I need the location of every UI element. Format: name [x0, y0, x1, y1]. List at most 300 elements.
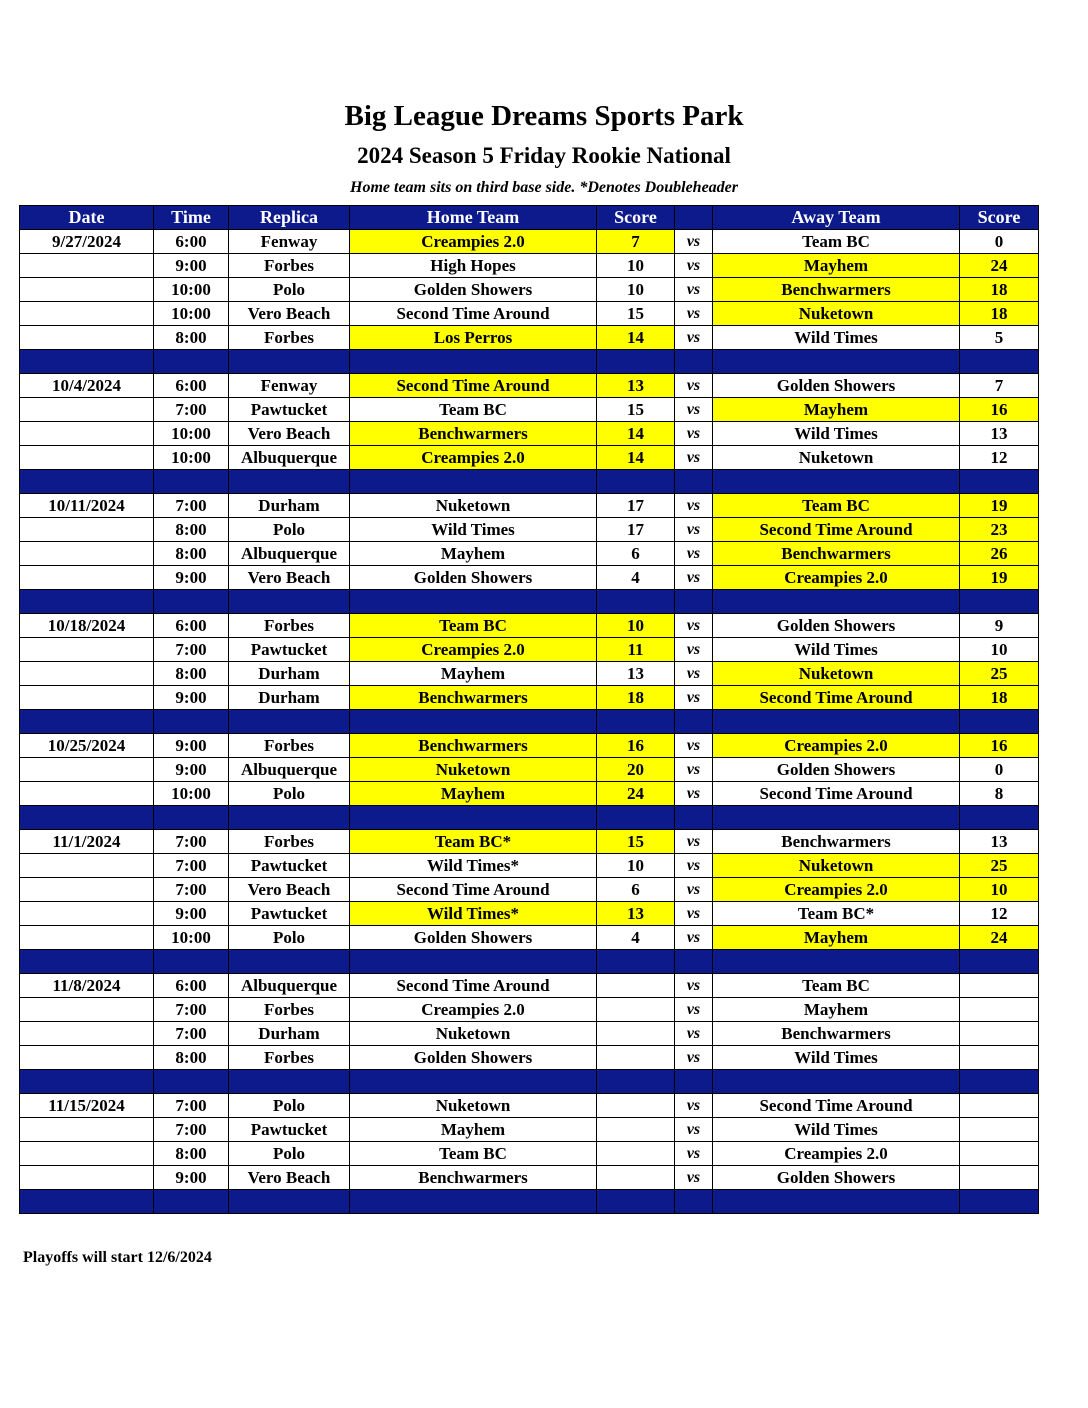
separator-cell [597, 950, 675, 974]
date-cell [20, 446, 154, 470]
home-score-cell: 15 [597, 302, 675, 326]
home-score-cell [597, 974, 675, 998]
away-score-cell: 25 [960, 854, 1039, 878]
separator-cell [675, 1070, 713, 1094]
col-away-score: Score [960, 206, 1039, 230]
table-row [20, 518, 1039, 542]
vs-cell: vs [675, 998, 713, 1022]
home-score-cell: 14 [597, 422, 675, 446]
date-cell [20, 854, 154, 878]
home-team-cell: Team BC [350, 1142, 597, 1166]
separator-cell [675, 590, 713, 614]
col-time: Time [154, 206, 229, 230]
home-team-cell: Benchwarmers [350, 686, 597, 710]
time-cell: 6:00 [154, 614, 229, 638]
table-row [20, 974, 1039, 998]
separator-cell [713, 806, 960, 830]
week-separator-row [20, 710, 1039, 734]
separator-cell [713, 470, 960, 494]
replica-cell: Vero Beach [229, 1166, 350, 1190]
col-date: Date [20, 206, 154, 230]
home-team-cell: Second Time Around [350, 374, 597, 398]
replica-cell: Polo [229, 926, 350, 950]
home-team-cell: Mayhem [350, 662, 597, 686]
home-team-cell: Benchwarmers [350, 422, 597, 446]
home-score-cell: 10 [597, 254, 675, 278]
separator-cell [20, 470, 154, 494]
time-cell: 10:00 [154, 926, 229, 950]
time-cell: 10:00 [154, 782, 229, 806]
separator-cell [597, 350, 675, 374]
vs-cell: vs [675, 638, 713, 662]
replica-cell: Forbes [229, 830, 350, 854]
home-score-cell: 14 [597, 326, 675, 350]
vs-cell: vs [675, 1118, 713, 1142]
table-row [20, 1046, 1039, 1070]
away-team-cell: Golden Showers [713, 374, 960, 398]
separator-cell [597, 470, 675, 494]
separator-cell [20, 710, 154, 734]
vs-cell: vs [675, 782, 713, 806]
separator-cell [20, 950, 154, 974]
home-score-cell: 13 [597, 662, 675, 686]
separator-cell [960, 590, 1039, 614]
home-team-cell: Nuketown [350, 1022, 597, 1046]
home-team-cell: Benchwarmers [350, 734, 597, 758]
vs-cell: vs [675, 662, 713, 686]
footer-note: Playoffs will start 12/6/2024 [23, 1249, 212, 1266]
away-team-cell: Wild Times [713, 638, 960, 662]
home-score-cell: 10 [597, 614, 675, 638]
table-row [20, 1166, 1039, 1190]
home-score-cell [597, 1142, 675, 1166]
replica-cell: Polo [229, 278, 350, 302]
schedule-body [20, 230, 1039, 1214]
home-team-cell: Second Time Around [350, 302, 597, 326]
home-score-cell [597, 1166, 675, 1190]
away-team-cell: Creampies 2.0 [713, 566, 960, 590]
vs-cell: vs [675, 1166, 713, 1190]
away-score-cell: 0 [960, 758, 1039, 782]
home-team-cell: Second Time Around [350, 878, 597, 902]
table-row [20, 854, 1039, 878]
separator-cell [350, 710, 597, 734]
away-score-cell: 10 [960, 638, 1039, 662]
table-row [20, 878, 1039, 902]
separator-cell [154, 710, 229, 734]
separator-cell [597, 710, 675, 734]
away-team-cell: Nuketown [713, 302, 960, 326]
date-cell [20, 998, 154, 1022]
away-score-cell [960, 1022, 1039, 1046]
vs-cell: vs [675, 278, 713, 302]
table-row [20, 254, 1039, 278]
time-cell: 8:00 [154, 662, 229, 686]
date-cell [20, 1166, 154, 1190]
vs-cell: vs [675, 974, 713, 998]
table-row [20, 398, 1039, 422]
separator-cell [229, 1190, 350, 1214]
date-cell [20, 398, 154, 422]
date-cell [20, 542, 154, 566]
home-team-cell: Golden Showers [350, 926, 597, 950]
separator-cell [960, 950, 1039, 974]
separator-cell [154, 950, 229, 974]
vs-cell: vs [675, 374, 713, 398]
separator-cell [713, 1070, 960, 1094]
home-team-cell: Wild Times* [350, 902, 597, 926]
vs-cell: vs [675, 542, 713, 566]
away-score-cell: 13 [960, 830, 1039, 854]
home-score-cell: 18 [597, 686, 675, 710]
vs-cell: vs [675, 1142, 713, 1166]
date-cell [20, 686, 154, 710]
separator-cell [20, 590, 154, 614]
away-score-cell [960, 1166, 1039, 1190]
time-cell: 9:00 [154, 254, 229, 278]
replica-cell: Albuquerque [229, 758, 350, 782]
vs-cell: vs [675, 1022, 713, 1046]
table-row [20, 902, 1039, 926]
table-row [20, 1094, 1039, 1118]
separator-cell [350, 950, 597, 974]
table-row [20, 638, 1039, 662]
away-score-cell [960, 1094, 1039, 1118]
replica-cell: Albuquerque [229, 542, 350, 566]
separator-cell [154, 590, 229, 614]
replica-cell: Durham [229, 1022, 350, 1046]
time-cell: 7:00 [154, 638, 229, 662]
time-cell: 6:00 [154, 374, 229, 398]
table-row [20, 1118, 1039, 1142]
home-team-cell: High Hopes [350, 254, 597, 278]
vs-cell: vs [675, 446, 713, 470]
away-team-cell: Mayhem [713, 926, 960, 950]
date-cell [20, 1046, 154, 1070]
replica-cell: Forbes [229, 326, 350, 350]
home-team-cell: Team BC [350, 398, 597, 422]
home-score-cell [597, 1046, 675, 1070]
home-score-cell [597, 1118, 675, 1142]
home-team-cell: Benchwarmers [350, 1166, 597, 1190]
time-cell: 9:00 [154, 902, 229, 926]
home-score-cell: 15 [597, 398, 675, 422]
date-cell [20, 1118, 154, 1142]
header-row [20, 206, 1039, 230]
away-score-cell: 13 [960, 422, 1039, 446]
vs-cell: vs [675, 1094, 713, 1118]
away-score-cell: 24 [960, 254, 1039, 278]
separator-cell [350, 1190, 597, 1214]
date-cell [20, 254, 154, 278]
away-team-cell: Team BC* [713, 902, 960, 926]
away-team-cell: Second Time Around [713, 782, 960, 806]
away-team-cell: Wild Times [713, 326, 960, 350]
time-cell: 9:00 [154, 566, 229, 590]
replica-cell: Vero Beach [229, 878, 350, 902]
replica-cell: Durham [229, 494, 350, 518]
page-title: Big League Dreams Sports Park [344, 100, 744, 132]
home-team-cell: Golden Showers [350, 566, 597, 590]
separator-cell [350, 806, 597, 830]
replica-cell: Vero Beach [229, 566, 350, 590]
away-score-cell [960, 1118, 1039, 1142]
replica-cell: Durham [229, 662, 350, 686]
away-team-cell: Benchwarmers [713, 542, 960, 566]
separator-cell [154, 350, 229, 374]
home-score-cell: 6 [597, 878, 675, 902]
separator-cell [350, 590, 597, 614]
away-score-cell: 26 [960, 542, 1039, 566]
page-subtitle: 2024 Season 5 Friday Rookie National [357, 143, 731, 168]
separator-cell [675, 470, 713, 494]
away-score-cell: 10 [960, 878, 1039, 902]
away-score-cell: 18 [960, 302, 1039, 326]
time-cell: 6:00 [154, 230, 229, 254]
home-team-cell: Creampies 2.0 [350, 638, 597, 662]
away-score-cell: 16 [960, 398, 1039, 422]
away-score-cell: 19 [960, 566, 1039, 590]
date-cell [20, 758, 154, 782]
separator-cell [960, 470, 1039, 494]
date-cell [20, 926, 154, 950]
vs-cell: vs [675, 878, 713, 902]
away-team-cell: Second Time Around [713, 686, 960, 710]
separator-cell [154, 1070, 229, 1094]
away-team-cell: Mayhem [713, 998, 960, 1022]
home-team-cell: Creampies 2.0 [350, 998, 597, 1022]
week-separator-row [20, 950, 1039, 974]
home-team-cell: Golden Showers [350, 1046, 597, 1070]
replica-cell: Forbes [229, 614, 350, 638]
date-cell: 10/25/2024 [20, 734, 154, 758]
schedule-table [19, 205, 1039, 1214]
home-score-cell: 24 [597, 782, 675, 806]
home-score-cell: 15 [597, 830, 675, 854]
home-team-cell: Nuketown [350, 1094, 597, 1118]
away-team-cell: Wild Times [713, 1118, 960, 1142]
date-cell: 10/11/2024 [20, 494, 154, 518]
home-score-cell: 10 [597, 278, 675, 302]
date-cell [20, 878, 154, 902]
vs-cell: vs [675, 302, 713, 326]
away-team-cell: Benchwarmers [713, 830, 960, 854]
time-cell: 7:00 [154, 1022, 229, 1046]
away-score-cell: 8 [960, 782, 1039, 806]
week-separator-row [20, 590, 1039, 614]
away-score-cell: 19 [960, 494, 1039, 518]
home-team-cell: Nuketown [350, 758, 597, 782]
replica-cell: Albuquerque [229, 446, 350, 470]
date-cell [20, 1022, 154, 1046]
away-team-cell: Creampies 2.0 [713, 878, 960, 902]
vs-cell: vs [675, 326, 713, 350]
away-team-cell: Golden Showers [713, 614, 960, 638]
separator-cell [20, 1190, 154, 1214]
col-home-score: Score [597, 206, 675, 230]
home-score-cell: 20 [597, 758, 675, 782]
col-replica: Replica [229, 206, 350, 230]
date-cell: 11/15/2024 [20, 1094, 154, 1118]
home-team-cell: Team BC [350, 614, 597, 638]
table-row [20, 1142, 1039, 1166]
week-separator-row [20, 1190, 1039, 1214]
replica-cell: Pawtucket [229, 398, 350, 422]
away-team-cell: Creampies 2.0 [713, 734, 960, 758]
separator-cell [229, 710, 350, 734]
date-cell: 11/1/2024 [20, 830, 154, 854]
time-cell: 7:00 [154, 1094, 229, 1118]
separator-cell [713, 710, 960, 734]
replica-cell: Polo [229, 782, 350, 806]
col-away-team: Away Team [713, 206, 960, 230]
separator-cell [675, 950, 713, 974]
week-separator-row [20, 806, 1039, 830]
separator-cell [675, 1190, 713, 1214]
separator-cell [960, 806, 1039, 830]
away-team-cell: Mayhem [713, 398, 960, 422]
away-score-cell: 12 [960, 902, 1039, 926]
home-score-cell: 13 [597, 902, 675, 926]
home-team-cell: Golden Showers [350, 278, 597, 302]
table-row [20, 686, 1039, 710]
table-row [20, 1022, 1039, 1046]
date-cell [20, 422, 154, 446]
table-row [20, 302, 1039, 326]
away-team-cell: Wild Times [713, 1046, 960, 1070]
time-cell: 9:00 [154, 686, 229, 710]
vs-cell: vs [675, 614, 713, 638]
time-cell: 8:00 [154, 326, 229, 350]
separator-cell [597, 1190, 675, 1214]
separator-cell [675, 806, 713, 830]
separator-cell [229, 470, 350, 494]
home-team-cell: Creampies 2.0 [350, 230, 597, 254]
away-team-cell: Creampies 2.0 [713, 1142, 960, 1166]
separator-cell [675, 710, 713, 734]
table-row [20, 494, 1039, 518]
away-score-cell: 16 [960, 734, 1039, 758]
separator-cell [229, 950, 350, 974]
vs-cell: vs [675, 758, 713, 782]
away-score-cell: 18 [960, 686, 1039, 710]
away-score-cell: 25 [960, 662, 1039, 686]
separator-cell [713, 590, 960, 614]
week-separator-row [20, 350, 1039, 374]
separator-cell [229, 350, 350, 374]
replica-cell: Fenway [229, 230, 350, 254]
col-vs [675, 206, 713, 230]
replica-cell: Pawtucket [229, 1118, 350, 1142]
home-team-cell: Los Perros [350, 326, 597, 350]
away-score-cell: 0 [960, 230, 1039, 254]
replica-cell: Polo [229, 1094, 350, 1118]
vs-cell: vs [675, 902, 713, 926]
replica-cell: Vero Beach [229, 422, 350, 446]
replica-cell: Albuquerque [229, 974, 350, 998]
vs-cell: vs [675, 254, 713, 278]
date-cell: 9/27/2024 [20, 230, 154, 254]
away-team-cell: Second Time Around [713, 1094, 960, 1118]
separator-cell [960, 1190, 1039, 1214]
away-team-cell: Benchwarmers [713, 1022, 960, 1046]
time-cell: 8:00 [154, 1046, 229, 1070]
home-team-cell: Wild Times [350, 518, 597, 542]
home-team-cell: Creampies 2.0 [350, 446, 597, 470]
separator-cell [597, 806, 675, 830]
away-score-cell: 12 [960, 446, 1039, 470]
home-score-cell: 10 [597, 854, 675, 878]
away-score-cell: 24 [960, 926, 1039, 950]
time-cell: 7:00 [154, 1118, 229, 1142]
vs-cell: vs [675, 926, 713, 950]
replica-cell: Vero Beach [229, 302, 350, 326]
home-score-cell [597, 1022, 675, 1046]
away-score-cell: 7 [960, 374, 1039, 398]
separator-cell [20, 1070, 154, 1094]
separator-cell [713, 1190, 960, 1214]
away-team-cell: Nuketown [713, 854, 960, 878]
separator-cell [597, 1070, 675, 1094]
time-cell: 7:00 [154, 998, 229, 1022]
away-team-cell: Mayhem [713, 254, 960, 278]
separator-cell [229, 590, 350, 614]
replica-cell: Forbes [229, 734, 350, 758]
home-score-cell: 13 [597, 374, 675, 398]
vs-cell: vs [675, 230, 713, 254]
table-row [20, 830, 1039, 854]
week-separator-row [20, 1070, 1039, 1094]
vs-cell: vs [675, 830, 713, 854]
home-team-cell: Team BC* [350, 830, 597, 854]
away-team-cell: Benchwarmers [713, 278, 960, 302]
date-cell: 10/18/2024 [20, 614, 154, 638]
replica-cell: Fenway [229, 374, 350, 398]
home-team-cell: Mayhem [350, 782, 597, 806]
separator-cell [20, 806, 154, 830]
vs-cell: vs [675, 734, 713, 758]
time-cell: 8:00 [154, 542, 229, 566]
replica-cell: Pawtucket [229, 902, 350, 926]
separator-cell [229, 1070, 350, 1094]
table-row [20, 374, 1039, 398]
away-score-cell [960, 998, 1039, 1022]
time-cell: 7:00 [154, 854, 229, 878]
separator-cell [154, 806, 229, 830]
date-cell [20, 566, 154, 590]
time-cell: 10:00 [154, 302, 229, 326]
separator-cell [154, 470, 229, 494]
time-cell: 9:00 [154, 758, 229, 782]
home-score-cell: 11 [597, 638, 675, 662]
time-cell: 10:00 [154, 446, 229, 470]
separator-cell [20, 350, 154, 374]
date-cell: 10/4/2024 [20, 374, 154, 398]
away-team-cell: Team BC [713, 974, 960, 998]
page-note: Home team sits on third base side. *Denotes Doubleheader [350, 179, 738, 196]
away-score-cell [960, 974, 1039, 998]
away-team-cell: Nuketown [713, 662, 960, 686]
home-score-cell [597, 1094, 675, 1118]
time-cell: 9:00 [154, 734, 229, 758]
table-row [20, 542, 1039, 566]
home-score-cell: 6 [597, 542, 675, 566]
separator-cell [960, 1070, 1039, 1094]
home-score-cell [597, 998, 675, 1022]
replica-cell: Polo [229, 518, 350, 542]
separator-cell [960, 710, 1039, 734]
table-row [20, 662, 1039, 686]
